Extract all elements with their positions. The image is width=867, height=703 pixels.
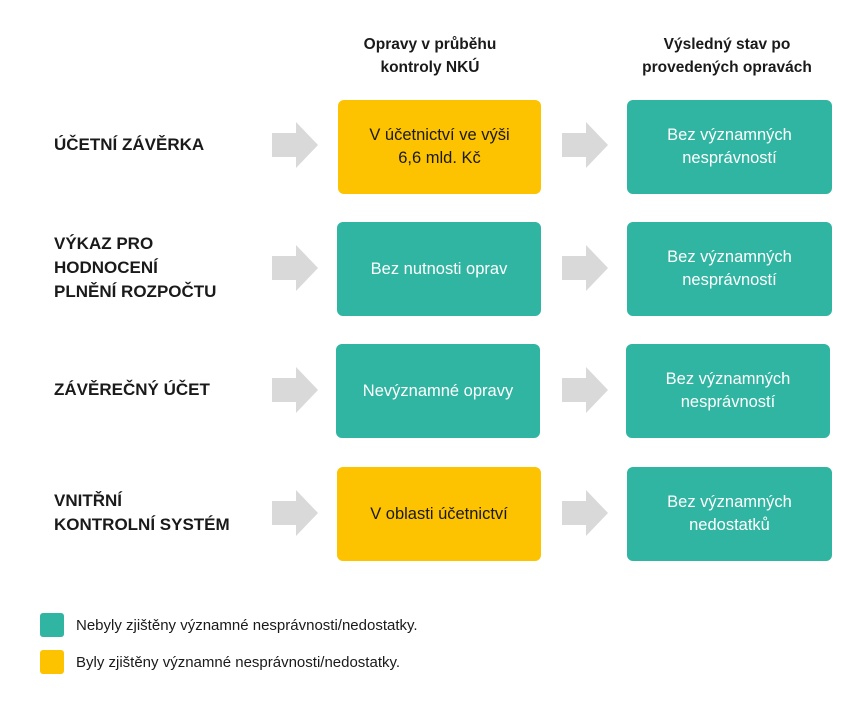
arrow-right-icon xyxy=(562,122,608,168)
arrow-right-icon xyxy=(562,490,608,536)
arrow-right-icon xyxy=(272,245,318,291)
result-box-ucetni-zaverka: Bez významných nesprávností xyxy=(627,100,832,194)
corrections-box-zaverecny-ucet: Nevýznamné opravy xyxy=(336,344,540,438)
legend-item-yellow xyxy=(40,650,400,674)
header-corrections: Opravy v průběhu kontroly NKÚ xyxy=(363,36,497,76)
result-box-zaverecny-ucet: Bez významných nesprávností xyxy=(626,344,830,438)
arrow-right-icon xyxy=(272,122,318,168)
result-box-vnitrni-kontrolni-system: Bez významných nedostatků xyxy=(627,467,832,561)
result-box-vykaz: Bez významných nesprávností xyxy=(627,222,832,316)
arrow-right-icon xyxy=(272,490,318,536)
legend-swatch-yellow xyxy=(40,650,64,674)
header-final-state: Výsledný stav po provedených opravách xyxy=(642,36,812,76)
corrections-box-vykaz: Bez nutnosti oprav xyxy=(337,222,541,316)
corrections-box-ucetni-zaverka: V účetnictví ve výši 6,6 mld. Kč xyxy=(338,100,541,194)
arrow-right-icon xyxy=(562,367,608,413)
arrow-right-icon xyxy=(272,367,318,413)
row-label-vykaz: VÝKAZ PRO HODNOCENÍ PLNĚNÍ ROZPOČTU xyxy=(54,234,217,301)
legend-item-green xyxy=(40,613,418,637)
row-label-ucetni-zaverka: ÚČETNÍ ZÁVĚRKA xyxy=(54,135,205,154)
corrections-box-vnitrni-kontrolni-system: V oblasti účetnictví xyxy=(337,467,541,561)
legend-text-yellow: Byly zjištěny významné nesprávnosti/nedostatky. xyxy=(76,653,401,671)
arrow-right-icon xyxy=(562,245,608,291)
row-label-zaverecny-ucet: ZÁVĚREČNÝ ÚČET xyxy=(54,380,210,399)
row-label-vnitrni-kontrolni-system: VNITŘNÍ KONTROLNÍ SYSTÉM xyxy=(54,491,230,534)
legend-swatch-green xyxy=(40,613,64,637)
legend-text-green: Nebyly zjištěny významné nesprávnosti/nedostatky. xyxy=(76,616,418,634)
